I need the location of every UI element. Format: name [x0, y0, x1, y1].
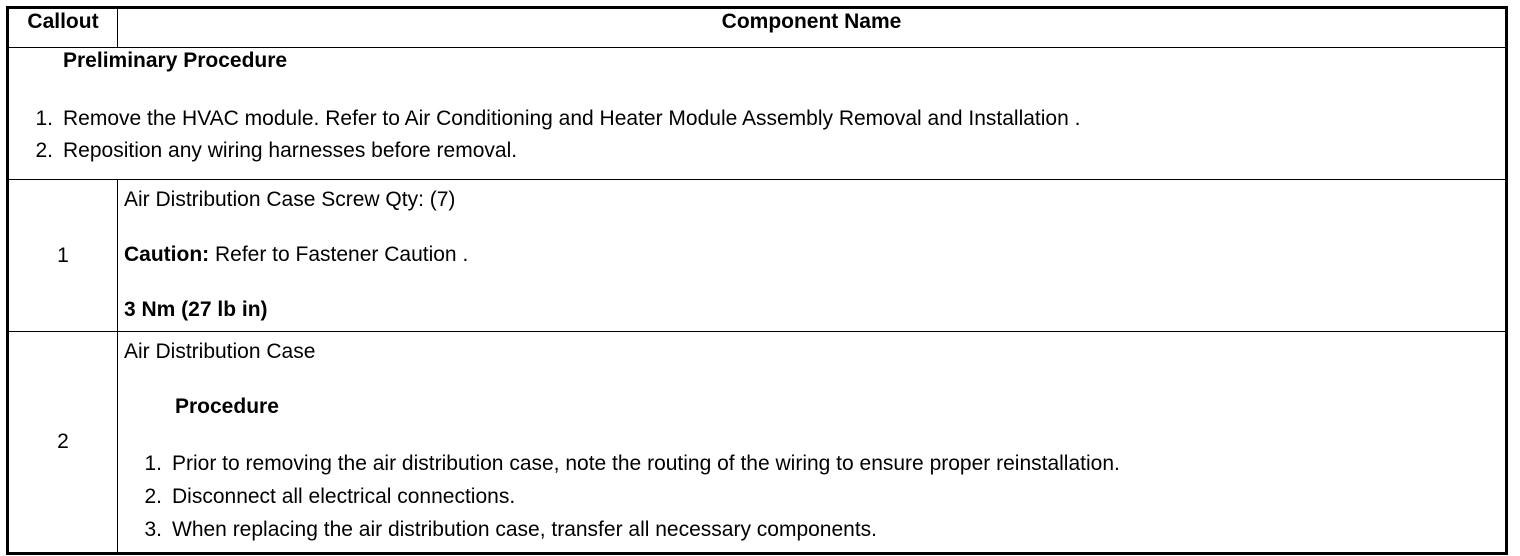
caution-note — [124, 241, 1505, 268]
caution-label: Caution — [124, 243, 203, 266]
component-cell — [118, 332, 1507, 554]
preliminary-steps-list — [9, 103, 1505, 167]
column-header-component-name: Component Name — [118, 8, 1507, 48]
step-number: 1. — [35, 107, 53, 130]
component-table — [6, 6, 1508, 555]
callout-number: 1 — [8, 180, 118, 332]
callout-number: 2 — [8, 332, 118, 554]
component-name: Air Distribution Case — [124, 340, 316, 363]
torque-spec: 3 Nm (27 lb in) — [124, 298, 268, 321]
step-text: When replacing the air distribution case, transfer all necessary components. — [172, 518, 878, 541]
preliminary-procedure-cell — [8, 48, 1507, 180]
step-number: 2. — [144, 485, 162, 508]
step-text: Prior to removing the air distribution case, note the routing of the wiring to ensure proper reinstallation. — [172, 452, 1120, 475]
component-cell — [118, 180, 1507, 332]
procedure-steps-list — [124, 447, 1505, 546]
table-header-row — [8, 8, 1507, 48]
component-name: Air Distribution Case Screw Qty: (7) — [124, 188, 456, 211]
column-header-callout: Callout — [8, 8, 118, 48]
caution-separator: : — [202, 243, 210, 266]
step-number: 3. — [144, 518, 162, 541]
list-item — [9, 103, 1505, 135]
step-number: 1. — [144, 452, 162, 475]
list-item — [124, 480, 1505, 513]
procedure-heading: Procedure — [175, 395, 279, 418]
list-item — [124, 513, 1505, 546]
table-row — [8, 180, 1507, 332]
step-text: Reposition any wiring harnesses before removal. — [63, 139, 518, 162]
caution-text: Refer to Fastener Caution . — [209, 243, 469, 266]
step-text: Disconnect all electrical connections. — [172, 485, 516, 508]
table-row — [8, 332, 1507, 554]
step-number: 2. — [35, 139, 53, 162]
step-text: Remove the HVAC module. Refer to Air Conditioning and Heater Module Assembly Removal and Installation . — [63, 107, 1081, 130]
list-item — [9, 135, 1505, 167]
list-item — [124, 447, 1505, 480]
preliminary-procedure-row — [8, 48, 1507, 180]
preliminary-procedure-heading: Preliminary Procedure — [63, 49, 288, 72]
